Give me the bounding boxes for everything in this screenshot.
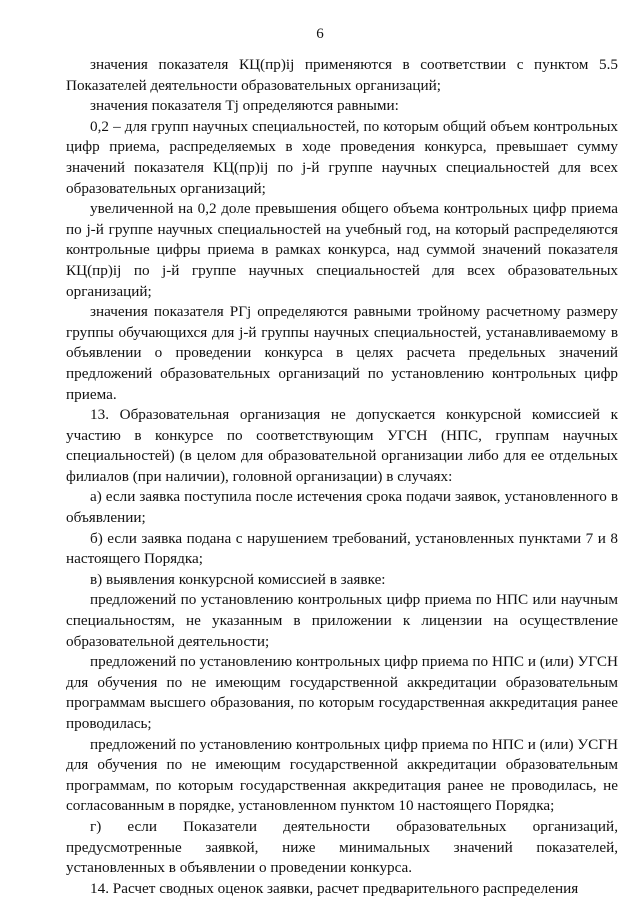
paragraph-item-13-g: г) если Показатели деятельности образовательных организаций, предусмотренные заявкой, ниже минимальных значений показателей, установленных в объявлении о проведении конкурса. [66, 817, 618, 877]
page-number: 6 [316, 26, 324, 42]
document-body [66, 55, 618, 899]
paragraph-item-13-b: б) если заявка подана с нарушением требований, установленных пунктами 7 и 8 настоящего Порядка; [66, 529, 618, 568]
paragraph-tj-case-2: увеличенной на 0,2 доле превышения общего объема контрольных цифр приема по j-й группе научных специальностей на учебный год, на который распределяются контрольные цифры приема в рамках конкурса, над суммой значений показателя КЦ(пр)ij по j-й группе научных специальностей для всех образовательных организаций; [66, 200, 618, 300]
paragraph-item-13-v-1: предложений по установлению контрольных цифр приема по НПС или научным специальностям, не указанным в приложении к лицензии на осуществление образовательной деятельности; [66, 591, 618, 650]
paragraph-item-13: 13. Образовательная организация не допускается конкурсной комиссией к участию в конкурсе по соответствующим УГСН (НПС, группам научных специальностей) (в целом для образовательной организации либо для ее отдельных филиалов (при наличии), головной организации) в случаях: [66, 406, 618, 485]
paragraph-rg-values: значения показателя РГj определяются равными тройному расчетному размеру группы обучающихся для j-й группы научных специальностей, устанавливаемому в объявлении о проведении конкурса в целях расчета предельных значений предложений образовательных организаций по установлению контрольных цифр приема. [66, 303, 618, 403]
paragraph-tj-intro: значения показателя Tj определяются равными: [90, 97, 399, 115]
paragraph-tj-case-1: 0,2 – для групп научных специальностей, по которым общий объем контрольных цифр приема, распределяемых в ходе проведения конкурса, превышает сумму значений показателя КЦ(пр)ij по j-й группе научных специальностей для всех образовательных организаций; [66, 117, 618, 197]
paragraph-item-13-v-3: предложений по установлению контрольных цифр приема по НПС и (или) УСГН для обучения по не имеющим государственной аккредитации образовательным программам, по которым государственная аккредитация ранее не проводилась, не согласованным в порядке, установленном пунктом 10 настоящего Порядка; [66, 735, 618, 815]
paragraph-item-14: 14. Расчет сводных оценок заявки, расчет предварительного распределения [90, 879, 579, 897]
paragraph-item-13-v-2: предложений по установлению контрольных цифр приема по НПС и (или) УГСН для обучения по не имеющим государственной аккредитации образовательным программам высшего образования, по которым государственная аккредитация ранее проводилась; [66, 653, 618, 732]
paragraph-item-13-v: в) выявления конкурсной комиссией в заявке: [90, 570, 386, 588]
paragraph-item-13-a: а) если заявка поступила после истечения срока подачи заявок, установленного в объявлении; [66, 488, 618, 527]
paragraph-kc-values: значения показателя КЦ(пр)ij применяются в соответствии с пунктом 5.5 Показателей деятельности образовательных организаций; [66, 56, 618, 94]
